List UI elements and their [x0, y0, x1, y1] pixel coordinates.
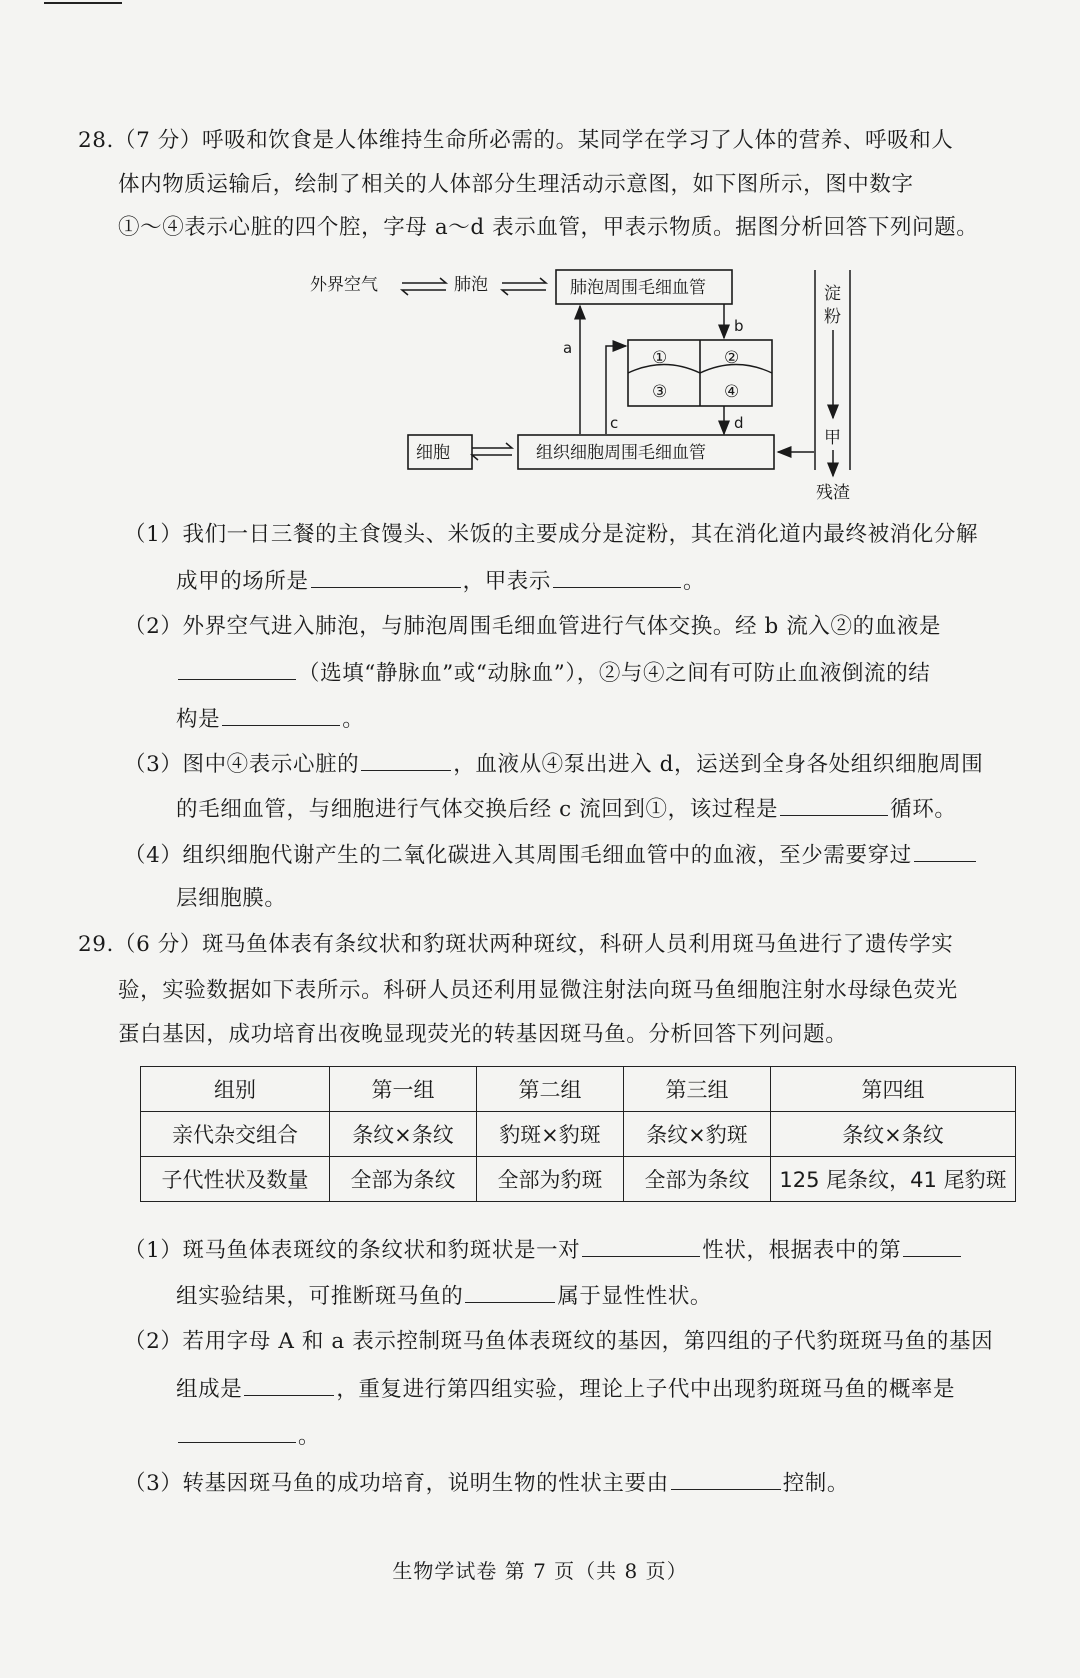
text: ，重复进行第四组实验，理论上子代中出现豹斑斑马鱼的概率是 — [336, 1377, 956, 1402]
answer-blank[interactable] — [582, 1234, 700, 1257]
label-outside-air: 外界空气 — [310, 275, 378, 295]
label-jia: 甲 — [824, 428, 841, 448]
table-row — [141, 1112, 1016, 1157]
q28-part4-line2: 层细胞膜。 — [176, 886, 287, 911]
q28-part3-line2 — [176, 793, 956, 825]
exchange-arrows-air — [402, 278, 446, 295]
text: 循环。 — [890, 797, 957, 822]
q29-part2-line1: （2）若用字母 A 和 a 表示控制斑马鱼体表斑纹的基因，第四组的子代豹斑斑马鱼的基因 — [124, 1329, 994, 1354]
answer-blank[interactable] — [914, 839, 976, 862]
table-row — [141, 1157, 1016, 1202]
text: 控制。 — [782, 1471, 849, 1496]
chamber-3: ③ — [652, 382, 668, 402]
text: （1）斑马鱼体表斑纹的条纹状和豹斑状是一对 — [124, 1238, 581, 1263]
label-starch-1: 淀 — [824, 284, 841, 304]
text: 。 — [683, 569, 706, 594]
page-footer: 生物学试卷 第 7 页（共 8 页） — [392, 1559, 688, 1583]
table-cell: 全部为条纹 — [330, 1157, 477, 1202]
table-cell: 豹斑×豹斑 — [477, 1112, 624, 1157]
text: 构是 — [176, 707, 221, 732]
q28-part4-line1 — [124, 839, 978, 871]
q29-part1-line1 — [124, 1234, 963, 1266]
q28-line-3: ①～④表示心脏的四个腔，字母 a～d 表示血管，甲表示物质。据图分析回答下列问题。 — [118, 215, 979, 240]
q28-part3-line1 — [124, 748, 983, 780]
table-cell: 条纹×条纹 — [771, 1112, 1016, 1157]
label-a: a — [563, 339, 573, 357]
q28-part2-line2 — [176, 657, 930, 689]
answer-blank[interactable] — [903, 1234, 961, 1257]
q29-line-1: 29.（6 分）斑马鱼体表有条纹状和豹斑状两种斑纹，科研人员利用斑马鱼进行了遗传学实 — [78, 932, 954, 957]
q28-part1-line2 — [176, 565, 705, 597]
answer-blank[interactable] — [780, 793, 888, 816]
text: （4）组织细胞代谢产生的二氧化碳进入其周围毛细血管中的血液，至少需要穿过 — [124, 843, 912, 868]
q29-part1-line2 — [176, 1280, 712, 1312]
label-b: b — [734, 317, 744, 335]
q29-part2-line2 — [176, 1373, 955, 1405]
exchange-arrows-cell — [472, 443, 512, 460]
table-cell: 125 尾条纹，41 尾豹斑 — [771, 1157, 1016, 1202]
label-d: d — [734, 414, 744, 432]
answer-blank[interactable] — [222, 703, 340, 726]
genetics-table — [140, 1066, 1016, 1202]
text: （选填“静脉血”或“动脉血”），②与④之间有可防止血液倒流的结 — [298, 661, 931, 686]
label-cell: 细胞 — [416, 443, 450, 463]
text: （3）图中④表示心脏的 — [124, 752, 360, 777]
table-cell: 条纹×条纹 — [330, 1112, 477, 1157]
answer-blank[interactable] — [311, 565, 461, 588]
label-c: c — [610, 414, 619, 432]
label-tissue-capillary: 组织细胞周围毛细血管 — [536, 443, 706, 463]
q28-line-1: 28.（7 分）呼吸和饮食是人体维持生命所必需的。某同学在学习了人体的营养、呼吸和人 — [78, 128, 954, 153]
text: 组成是 — [176, 1377, 243, 1402]
text: 。 — [342, 707, 365, 732]
table-cell: 亲代杂交组合 — [141, 1112, 330, 1157]
q28-part2-line3 — [176, 703, 364, 735]
q28-part1-line1: （1）我们一日三餐的主食馒头、米饭的主要成分是淀粉，其在消化道内最终被消化分解 — [124, 522, 979, 547]
exchange-arrows-alveoli — [502, 278, 546, 295]
text: ，甲表示 — [462, 569, 552, 594]
table-header: 第二组 — [477, 1067, 624, 1112]
answer-blank[interactable] — [361, 748, 451, 771]
table-cell: 条纹×豹斑 — [624, 1112, 771, 1157]
answer-blank[interactable] — [553, 565, 681, 588]
text: 成甲的场所是 — [176, 569, 309, 594]
label-residue: 残渣 — [816, 483, 850, 503]
table-header: 组别 — [141, 1067, 330, 1112]
answer-blank[interactable] — [178, 657, 296, 680]
answer-blank[interactable] — [244, 1373, 334, 1396]
q29-line-2: 验，实验数据如下表所示。科研人员还利用显微注射法向斑马鱼细胞注射水母绿色荧光 — [118, 978, 958, 1003]
text: 属于显性性状。 — [557, 1284, 713, 1309]
text: （3）转基因斑马鱼的成功培育，说明生物的性状主要由 — [124, 1471, 669, 1496]
q29-line-3: 蛋白基因，成功培育出夜晚显现荧光的转基因斑马鱼。分析回答下列问题。 — [118, 1022, 848, 1047]
label-starch-2: 粉 — [824, 307, 841, 327]
q29-part3-line1 — [124, 1467, 849, 1499]
text: 的毛细血管，与细胞进行气体交换后经 c 流回到①，该过程是 — [176, 797, 779, 822]
label-alveolar-capillary: 肺泡周围毛细血管 — [570, 278, 706, 298]
chamber-2: ② — [724, 348, 740, 368]
chamber-1: ① — [652, 348, 668, 368]
answer-blank[interactable] — [465, 1280, 555, 1303]
answer-blank[interactable] — [178, 1420, 296, 1443]
table-cell: 全部为条纹 — [624, 1157, 771, 1202]
text: 性状，根据表中的第 — [702, 1238, 902, 1263]
chamber-4: ④ — [724, 382, 740, 402]
table-header: 第三组 — [624, 1067, 771, 1112]
answer-blank[interactable] — [671, 1467, 781, 1490]
q29-part2-line3 — [176, 1420, 320, 1452]
table-header-row — [141, 1067, 1016, 1112]
q28-part2-line1: （2）外界空气进入肺泡，与肺泡周围毛细血管进行气体交换。经 b 流入②的血液是 — [124, 614, 942, 639]
label-alveoli: 肺泡 — [454, 275, 488, 295]
text: 。 — [298, 1424, 321, 1449]
text: 组实验结果，可推断斑马鱼的 — [176, 1284, 464, 1309]
table-cell: 全部为豹斑 — [477, 1157, 624, 1202]
q28-line-2: 体内物质运输后，绘制了相关的人体部分生理活动示意图，如下图所示，图中数字 — [118, 172, 914, 197]
text: ，血液从④泵出进入 d，运送到全身各处组织细胞周围 — [453, 752, 984, 777]
table-header: 第一组 — [330, 1067, 477, 1112]
table-header: 第四组 — [771, 1067, 1016, 1112]
table-cell: 子代性状及数量 — [141, 1157, 330, 1202]
